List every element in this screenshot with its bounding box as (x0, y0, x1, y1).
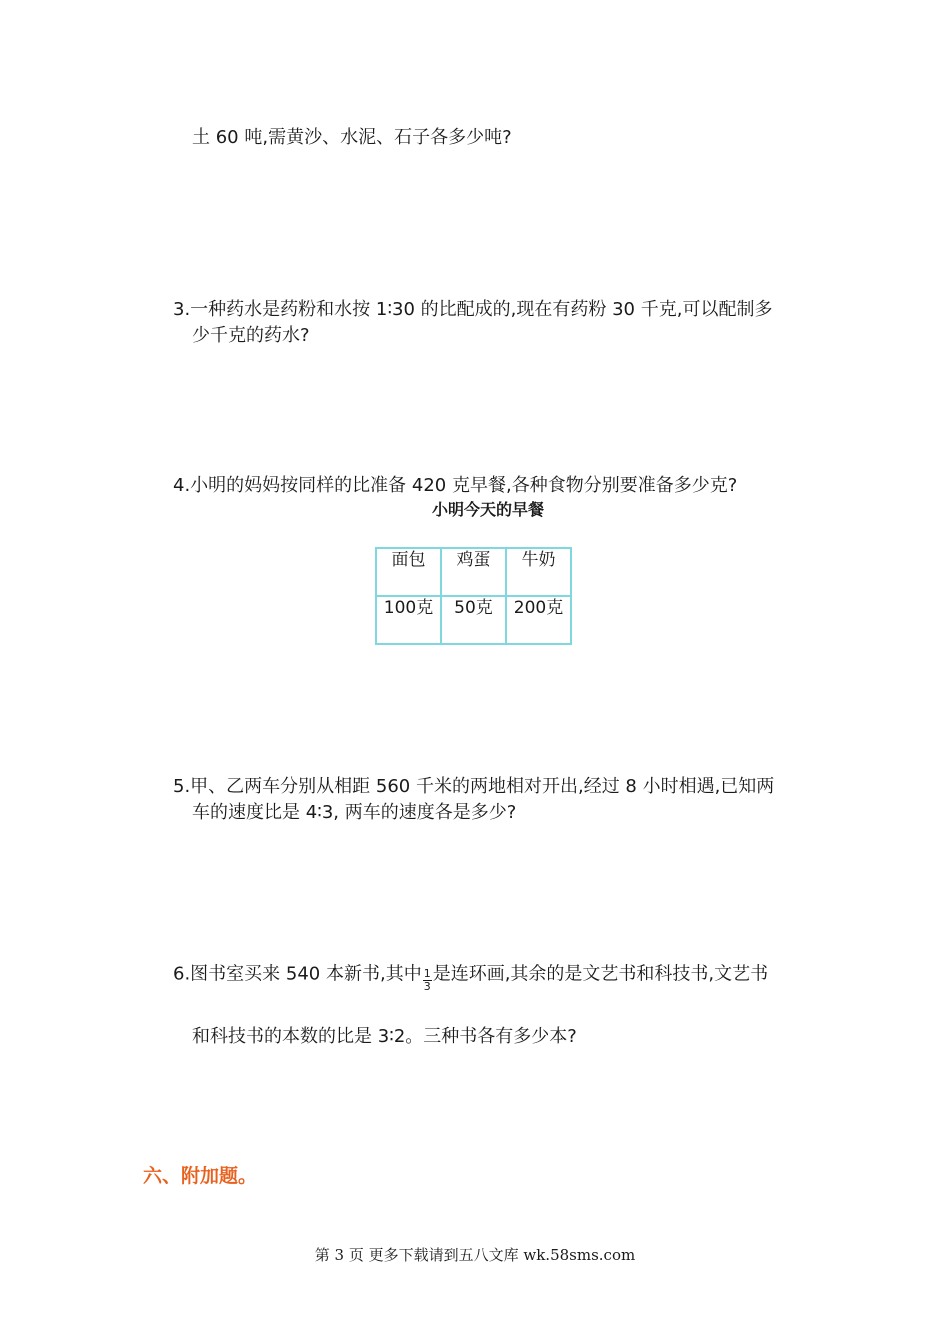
table-header-cell: 面包 (376, 548, 441, 596)
table-row (376, 596, 571, 644)
question-2-continuation: 土 60 吨,需黄沙、水泥、石子各多少吨? (192, 127, 512, 148)
question-4-line-1: 4.小明的妈妈按同样的比准备 420 克早餐,各种食物分别要准备多少克? (173, 475, 738, 496)
breakfast-table-title: 小明今天的早餐 (431, 500, 544, 519)
question-5-line-2: 车的速度比是 4∶3, 两车的速度各是多少? (192, 802, 517, 823)
page-footer: 第 3 页 更多下载请到五八文库 wk.58sms.com (314, 1246, 636, 1264)
question-6-text-a: 6.图书室买来 540 本新书,其中 (173, 963, 422, 985)
question-6-text-b: 是连环画,其余的是文艺书和科技书,文艺书 (432, 963, 769, 985)
section-6-heading: 六、附加题。 (143, 1165, 258, 1187)
table-cell: 100克 (376, 596, 441, 644)
question-6-line-1 (173, 962, 769, 993)
question-3-line-1: 3.一种药水是药粉和水按 1∶30 的比配成的,现在有药粉 30 千克,可以配制多 (173, 299, 773, 320)
table-cell: 50克 (441, 596, 506, 644)
table-row (376, 548, 571, 596)
fraction-numerator: 1 (423, 967, 431, 980)
table-header-cell: 牛奶 (506, 548, 571, 596)
table-cell: 200克 (506, 596, 571, 644)
breakfast-table (375, 547, 572, 645)
fraction-denominator: 3 (423, 980, 431, 993)
table-header-cell: 鸡蛋 (441, 548, 506, 596)
question-6-line-2: 和科技书的本数的比是 3∶2。三种书各有多少本? (192, 1026, 577, 1047)
question-3-line-2: 少千克的药水? (192, 325, 310, 346)
question-5-line-1: 5.甲、乙两车分别从相距 560 千米的两地相对开出,经过 8 小时相遇,已知两 (173, 776, 775, 797)
fraction-one-third (423, 968, 432, 993)
